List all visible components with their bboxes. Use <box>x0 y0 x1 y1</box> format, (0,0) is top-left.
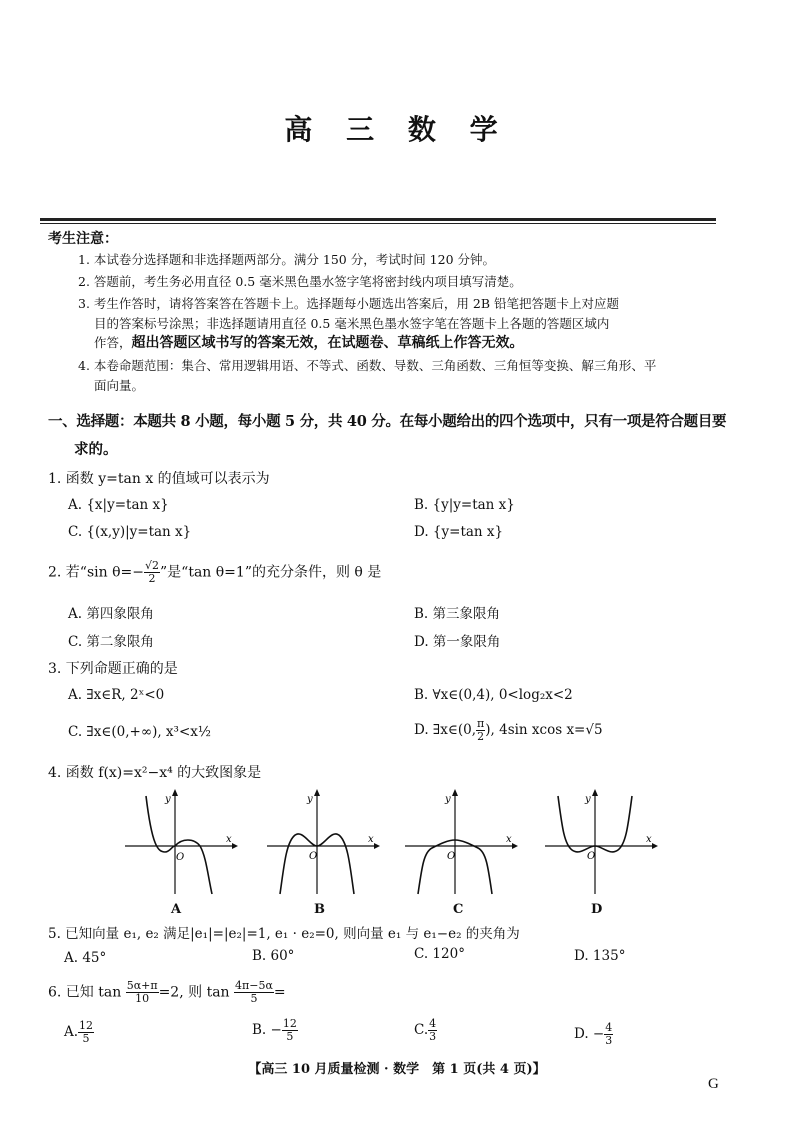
question-6-option-d <box>574 1022 613 1047</box>
corner-mark: G <box>708 1076 719 1092</box>
divider <box>40 218 716 221</box>
option-fraction <box>604 1022 613 1047</box>
notice-heading: 考生注意： <box>48 231 118 247</box>
fraction-denominator: 3 <box>605 1034 613 1047</box>
fraction-numerator: 4 <box>429 1017 437 1030</box>
question-2-fraction <box>144 560 160 585</box>
question-1-option-a: A. {x|y=tan x} <box>68 497 169 513</box>
question-5-option-b: B. 60° <box>252 948 295 964</box>
question-6-stem-pre: 6. 已知 tan <box>48 984 122 1001</box>
question-2-stem-post: ”是“tan θ=1”的充分条件，则 θ 是 <box>160 564 382 581</box>
section-heading: 一、选择题：本题共 8 小题，每小题 5 分，共 40 分。在每小题给出的四个选项中，只有一项是符合题目要 <box>48 413 727 430</box>
question-6-option-c <box>414 1018 437 1043</box>
notice-item-3c-bold: 超出答题区域书写的答案无效，在试题卷、草稿纸上作答无效。 <box>131 335 524 351</box>
fraction-denominator: 2 <box>148 572 156 585</box>
fraction-denominator: 5 <box>82 1032 90 1045</box>
question-3-option-d-pre: D. ∃x∈(0, <box>414 722 477 738</box>
fraction-denominator: 10 <box>135 992 150 1005</box>
option-prefix: C. <box>414 1022 429 1038</box>
notice-item-2: 2. 答题前，考生务必用直径 0.5 毫米黑色墨水签字笔将密封线内项目填写清楚。 <box>78 274 522 289</box>
origin-label: O <box>176 852 185 863</box>
notice-item-1: 1. 本试卷分选择题和非选择题两部分。满分 150 分，考试时间 120 分钟。 <box>78 252 496 267</box>
question-2-stem-pre: 2. 若“sin θ=− <box>48 564 144 581</box>
axis-y-label: y <box>585 794 591 805</box>
page-title: 高 三 数 学 <box>284 113 510 146</box>
option-prefix: A. <box>64 1024 79 1040</box>
option-fraction <box>78 1020 94 1045</box>
question-1-option-b: B. {y|y=tan x} <box>414 497 515 513</box>
graph-c-label: C <box>453 902 464 917</box>
question-3-option-a: A. ∃x∈R, 2ˣ<0 <box>68 687 165 703</box>
section-heading-cont: 求的。 <box>74 441 118 458</box>
notice-item-4b: 面向量。 <box>94 378 145 393</box>
question-3-option-c: C. ∃x∈(0,+∞), x³<x½ <box>68 724 211 740</box>
notice-item-3a: 3. 考生作答时，请将答案答在答题卡上。选择题每小题选出答案后，用 2B 铅笔把答题卡上对应题 <box>78 296 619 311</box>
graph-d-label: D <box>591 902 603 917</box>
origin-label: O <box>309 851 318 862</box>
axis-x-label: x <box>646 834 652 845</box>
question-5-option-a: A. 45° <box>64 950 107 966</box>
fraction-numerator: √2 <box>144 559 159 572</box>
question-6-fraction-2 <box>234 980 274 1005</box>
fraction-denominator: 3 <box>429 1030 437 1043</box>
question-3-option-d-fraction <box>476 718 485 743</box>
notice-item-3c-prefix: 作答， <box>94 335 132 350</box>
fraction-numerator: 12 <box>79 1019 94 1032</box>
question-3-option-d <box>414 718 603 743</box>
question-1-option-c: C. {(x,y)|y=tan x} <box>68 524 192 540</box>
axis-y-label: y <box>445 794 451 805</box>
axis-x-label: x <box>226 834 232 845</box>
page-footer: 【高三 10 月质量检测 · 数学 第 1 页(共 4 页)】 <box>248 1062 546 1077</box>
question-6-fraction-1 <box>126 980 159 1005</box>
fraction-denominator: 2 <box>477 730 485 743</box>
fraction-denominator: 5 <box>286 1030 294 1043</box>
question-6-stem-mid: =2, 则 tan <box>158 984 230 1001</box>
question-5-stem: 5. 已知向量 e₁, e₂ 满足|e₁|=|e₂|=1, e₁ · e₂=0, 则向量 e₁ 与 e₁−e₂ 的夹角为 <box>48 926 520 942</box>
option-prefix: B. − <box>252 1022 282 1038</box>
notice-item-3b: 目的答案标号涂黑；非选择题请用直径 0.5 毫米黑色墨水签字笔在答题卡上各题的答题区域内 <box>94 316 610 331</box>
option-fraction <box>428 1018 437 1043</box>
question-1-stem: 1. 函数 y=tan x 的值域可以表示为 <box>48 471 270 487</box>
fraction-numerator: 5α+π <box>126 979 158 992</box>
question-2-stem <box>48 560 381 585</box>
origin-label: O <box>447 851 456 862</box>
question-1-option-d: D. {y=tan x} <box>414 524 504 540</box>
notice-item-4a: 4. 本卷命题范围：集合、常用逻辑用语、不等式、函数、导数、三角函数、三角恒等变换、解三角形、平 <box>78 358 657 373</box>
question-2-option-b: B. 第三象限角 <box>414 606 501 622</box>
divider <box>40 223 716 224</box>
fraction-numerator: π <box>477 717 485 730</box>
graph-a-label: A <box>171 902 182 917</box>
question-3-option-d-post: ), 4sin xcos x=√5 <box>485 722 603 738</box>
fraction-denominator: 5 <box>250 992 258 1005</box>
graph-b-label: B <box>314 902 325 917</box>
graph-b <box>262 786 382 896</box>
question-5-option-d: D. 135° <box>574 948 626 964</box>
graph-a <box>120 786 240 896</box>
option-prefix: D. − <box>574 1026 605 1042</box>
question-6-option-a <box>64 1020 94 1045</box>
axis-y-label: y <box>165 794 171 805</box>
question-2-option-c: C. 第二象限角 <box>68 634 154 650</box>
origin-label: O <box>587 851 596 862</box>
question-2-option-a: A. 第四象限角 <box>68 606 154 622</box>
question-6-stem <box>48 980 286 1005</box>
question-3-option-b: B. ∀x∈(0,4), 0<log₂x<2 <box>414 687 573 703</box>
question-2-option-d: D. 第一象限角 <box>414 634 501 650</box>
question-6-option-b <box>252 1018 298 1043</box>
axis-x-label: x <box>368 834 374 845</box>
notice-item-3c <box>94 332 524 352</box>
fraction-numerator: 4 <box>605 1021 613 1034</box>
question-4-stem: 4. 函数 f(x)=x²−x⁴ 的大致图象是 <box>48 765 262 781</box>
axis-x-label: x <box>506 834 512 845</box>
fraction-numerator: 4π−5α <box>235 979 273 992</box>
option-fraction <box>282 1018 298 1043</box>
fraction-numerator: 12 <box>282 1017 297 1030</box>
graph-c <box>400 786 520 896</box>
question-6-stem-post: = <box>273 984 286 1001</box>
graph-d <box>540 786 660 896</box>
question-3-stem: 3. 下列命题正确的是 <box>48 661 178 677</box>
axis-y-label: y <box>307 794 313 805</box>
question-5-option-c: C. 120° <box>414 946 465 962</box>
